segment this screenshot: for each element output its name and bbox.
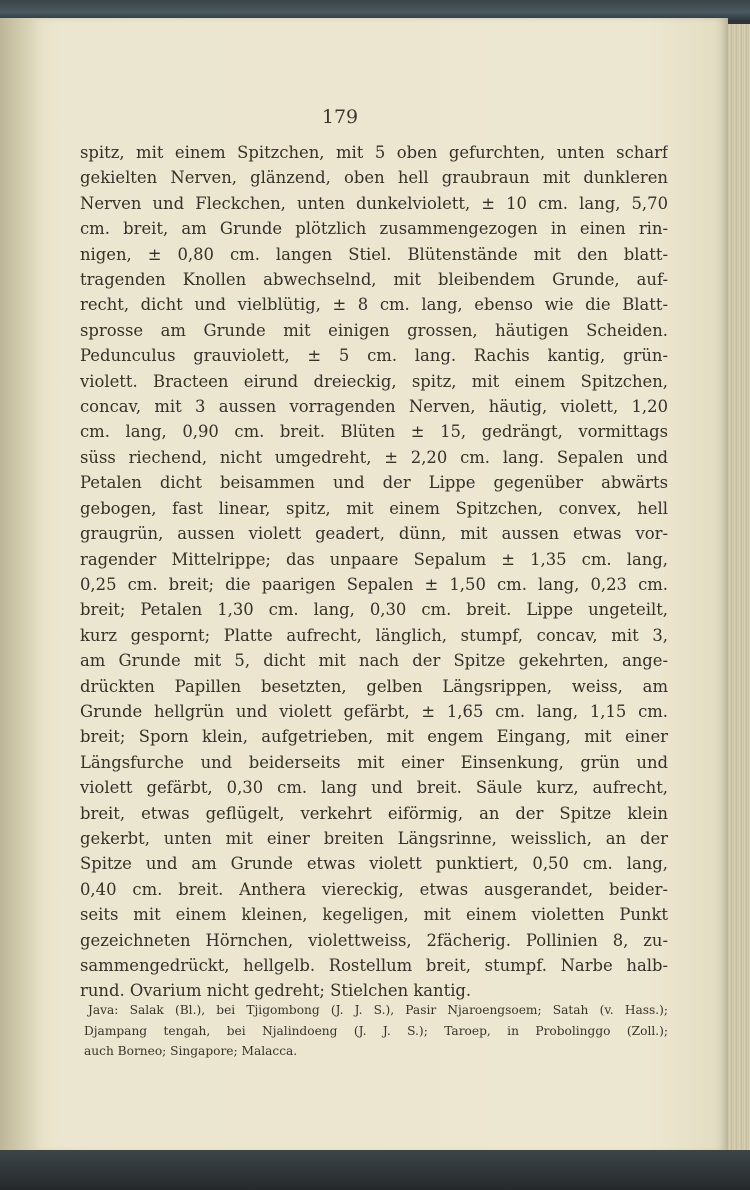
text-line: violett. Bracteen eirund dreieckig, spitz, mit einem Spitzchen, bbox=[80, 371, 668, 391]
page-gutter-shadow bbox=[0, 18, 42, 1152]
text-line: nigen, ± 0,80 cm. langen Stiel. Blütenstände mit den blatt- bbox=[80, 244, 668, 264]
text-line: kurz gespornt; Platte aufrecht, länglich, stumpf, concav, mit 3, bbox=[80, 625, 668, 645]
species-description bbox=[80, 140, 668, 1004]
locality-line: Java: Salak (Bl.), bei Tjigombong (J. J. S.), Pasir Njaroengsoem; Satah (v. Hass.); bbox=[88, 1003, 668, 1017]
locality-line: auch Borneo; Singapore; Malacca. bbox=[84, 1044, 298, 1058]
page-edges bbox=[728, 24, 750, 1150]
text-line: Grunde hellgrün und violett gefärbt, ± 1,65 cm. lang, 1,15 cm. bbox=[80, 701, 668, 721]
text-line: Pedunculus grauviolett, ± 5 cm. lang. Rachis kantig, grün- bbox=[80, 346, 668, 366]
text-line: gezeichneten Hörnchen, violettweiss, 2fächerig. Pollinien 8, zu- bbox=[80, 930, 668, 950]
locality-line: Djampang tengah, bei Njalindoeng (J. J. S.); Taroep, in Probolinggo (Zoll.); bbox=[84, 1023, 668, 1038]
text-line: spitz, mit einem Spitzchen, mit 5 oben gefurchten, unten scharf bbox=[80, 143, 668, 162]
text-line: 0,25 cm. breit; die paarigen Sepalen ± 1,50 cm. lang, 0,23 cm. bbox=[80, 574, 668, 594]
text-line: süss riechend, nicht umgedreht, ± 2,20 cm. lang. Sepalen und bbox=[80, 447, 668, 467]
text-line: breit; Sporn klein, aufgetrieben, mit engem Eingang, mit einer bbox=[80, 727, 668, 747]
text-line: concav, mit 3 aussen vorragenden Nerven, häutig, violett, 1,20 bbox=[80, 397, 668, 417]
book-spine-bottom bbox=[0, 1150, 750, 1190]
text-line: breit; Petalen 1,30 cm. lang, 0,30 cm. breit. Lippe ungeteilt, bbox=[80, 600, 668, 620]
text-line: sprosse am Grunde mit einigen grossen, häutigen Scheiden. bbox=[80, 320, 668, 340]
text-line: violett gefärbt, 0,30 cm. lang und breit. Säule kurz, aufrecht, bbox=[80, 778, 668, 798]
page-number: 179 bbox=[321, 106, 359, 128]
text-line: gekielten Nerven, glänzend, oben hell graubraun mit dunkleren bbox=[80, 168, 668, 188]
text-line: Petalen dicht beisammen und der Lippe gegenüber abwärts bbox=[80, 473, 668, 493]
text-line: Nerven und Fleckchen, unten dunkelviolett, ± 10 cm. lang, 5,70 bbox=[80, 193, 668, 213]
text-line: drückten Papillen besetzten, gelben Längsrippen, weiss, am bbox=[80, 676, 668, 696]
text-line: gekerbt, unten mit einer breiten Längsrinne, weisslich, an der bbox=[80, 828, 668, 848]
text-line: breit, etwas geflügelt, verkehrt eiförmig, an der Spitze klein bbox=[80, 803, 668, 823]
text-line: sammengedrückt, hellgelb. Rostellum breit, stumpf. Narbe halb- bbox=[80, 956, 668, 975]
text-line: am Grunde mit 5, dicht mit nach der Spitze gekehrten, ange- bbox=[80, 651, 668, 671]
text-line: ragender Mittelrippe; das unpaare Sepalum ± 1,35 cm. lang, bbox=[80, 549, 668, 569]
text-line: cm. lang, 0,90 cm. breit. Blüten ± 15, gedrängt, vormittags bbox=[80, 422, 668, 442]
text-line: cm. breit, am Grunde plötzlich zusammengezogen in einen rin- bbox=[80, 219, 668, 239]
text-line: rund. Ovarium nicht gedreht; Stielchen kantig. bbox=[80, 981, 472, 1001]
text-line: graugrün, aussen violett geadert, dünn, mit aussen etwas vor- bbox=[80, 524, 668, 544]
book-spine-top bbox=[0, 0, 750, 20]
text-line: Längsfurche und beiderseits mit einer Einsenkung, grün und bbox=[80, 752, 668, 772]
text-line: 0,40 cm. breit. Anthera viereckig, etwas ausgerandet, beider- bbox=[80, 879, 668, 899]
text-line: gebogen, fast linear, spitz, mit einem Spitzchen, convex, hell bbox=[80, 498, 668, 518]
text-line: Spitze und am Grunde etwas violett punktiert, 0,50 cm. lang, bbox=[80, 854, 668, 874]
locality-note bbox=[84, 1000, 668, 1062]
text-line: tragenden Knollen abwechselnd, mit bleibendem Grunde, auf- bbox=[80, 270, 668, 290]
text-line: recht, dicht und vielblütig, ± 8 cm. lang, ebenso wie die Blatt- bbox=[80, 295, 668, 315]
text-line: seits mit einem kleinen, kegeligen, mit einem violetten Punkt bbox=[80, 905, 668, 925]
